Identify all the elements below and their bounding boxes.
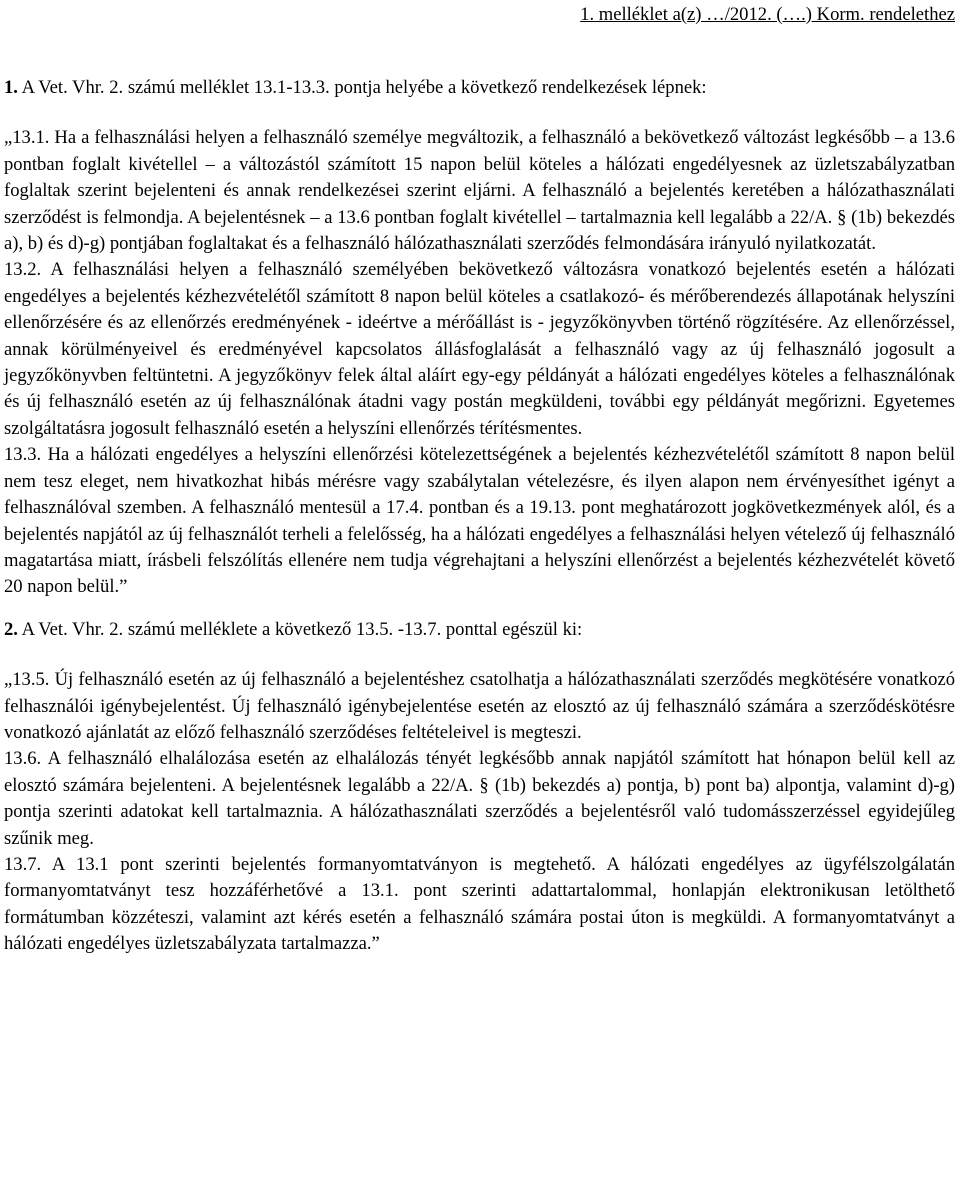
section-1-text: A Vet. Vhr. 2. számú melléklet 13.1-13.3. pontja helyébe a következő rendelkezések lépnek: [17, 77, 707, 98]
paragraph-13-3: 13.3. Ha a hálózati engedélyes a helyszíni ellenőrzési kötelezettségének a bejelentés kézhezvételétől számított 8 napon belül nem tesz eleget, nem hivatkozhat hibás mérésre vagy szabálytalan vételezésre, és ilyen alapon nem érvényesíthet igényt a felhasználóval szemben. A felhasználó mentesül a 17.4. pontban és a 19.13. pont meghatározott jogkövetkezmények alól, és a bejelentés napjától az új felhasználót terheli a felelősség, ha a hálózati engedélyes a felhasználási helyen vételező új felhasználó magatartása miatt, írásbeli felszólítás ellenére nem tudja végrehajtani a helyszíni ellenőrzést a bejelentés kézhezvételét követő 20 napon belül.” [4, 444, 955, 598]
section-2-quoted-provisions [4, 667, 955, 957]
annex-reference: 1. melléklet a(z) …/2012. (….) Korm. rendelethez [580, 4, 955, 25]
document-body [4, 0, 955, 958]
paragraph-13-2: 13.2. A felhasználási helyen a felhasználó személyében bekövetkező változásra vonatkozó bejelentés esetén a hálózati engedélyes a bejelentés kézhezvételétől számított 8 napon belül köteles a csatlakozó- és mérőberendezés állapotának helyszíni ellenőrzésére és az ellenőrzés eredményének - ideértve a mérőállást is - jegyzőkönyvben történő rögzítésére. Az ellenőrzéssel, annak körülményeivel és eredményével kapcsolatos állásfoglalását a felhasználó vagy az új felhasználó jogosult a jegyzőkönyvben feltüntetni. A jegyzőkönyv felek által aláírt egy-egy példányát a hálózati engedélyes köteles a felhasználónak és új felhasználó esetén az új felhasználónak átadni vagy postán megküldeni, további egy példányát megőrizni. Egyetemes szolgáltatásra jogosult felhasználó esetén a helyszíni ellenőrzés térítésmentes. [4, 259, 955, 439]
section-1-number: 1. [4, 77, 18, 98]
paragraph-13-6: 13.6. A felhasználó elhalálozása esetén az elhalálozás tényét legkésőbb annak napjától számított hat hónapon belül kell az elosztó számára bejelenteni. A bejelentésnek legalább a 22/A. § (1b) bekezdés a) pontja, b) pont ba) alpontja, valamint d)-g) pontja szerinti adatokat kell tartalmaznia. A hálózathasználati szerződés a bejelentésről való tudomásszerzéssel egyidejűleg szűnik meg. [4, 748, 955, 849]
section-1-heading [4, 75, 955, 101]
paragraph-13-1: „13.1. Ha a felhasználási helyen a felhasználó személye megváltozik, a felhasználó a bekövetkező változást legkésőbb – a 13.6 pontban foglalt kivétellel – a változástól számított 15 napon belül köteles a hálózati engedélyesnek az üzletszabályzatban foglaltak szerint bejelenteni és annak rendelkezései szerint eljárni. A felhasználó a bejelentés keretében a hálózathasználati szerződést is felmondja. A bejelentésnek – a 13.6 pontban foglalt kivétellel – tartalmaznia kell legalább a 22/A. § (1b) bekezdés a), b) és d)-g) pontjában foglaltakat és a felhasználó hálózathasználati szerződés felmondására irányuló nyilatkozatát. [4, 127, 955, 255]
section-1-quoted-provisions [4, 125, 955, 600]
section-2-text: A Vet. Vhr. 2. számú melléklete a következő 13.5. -13.7. ponttal egészül ki: [17, 618, 583, 640]
section-2-number: 2. [4, 618, 18, 640]
section-2-heading [4, 617, 955, 643]
paragraph-13-5: „13.5. Új felhasználó esetén az új felhasználó a bejelentéshez csatolhatja a hálózathasználati szerződés megkötésére vonatkozó felhasználói igénybejelentést. Új felhasználó igénybejelentése esetén az elosztó az új felhasználó számára a szerződéskötésre vonatkozó ajánlatát az előző felhasználó szerződéses feltételeivel is megteszi. [4, 669, 955, 743]
paragraph-13-7: 13.7. A 13.1 pont szerinti bejelentés formanyomtatványon is megtehető. A hálózati engedélyes az ügyfélszolgálatán formanyomtatványt tesz hozzáférhetővé a 13.1. pont szerinti adattartalommal, honlapján elektronikusan letölthető formátumban közzéteszi, valamint azt kérés esetén a felhasználó számára postai úton is megküldi. A formanyomtatványt a hálózati engedélyes üzletszabályzata tartalmazza.” [4, 853, 955, 955]
